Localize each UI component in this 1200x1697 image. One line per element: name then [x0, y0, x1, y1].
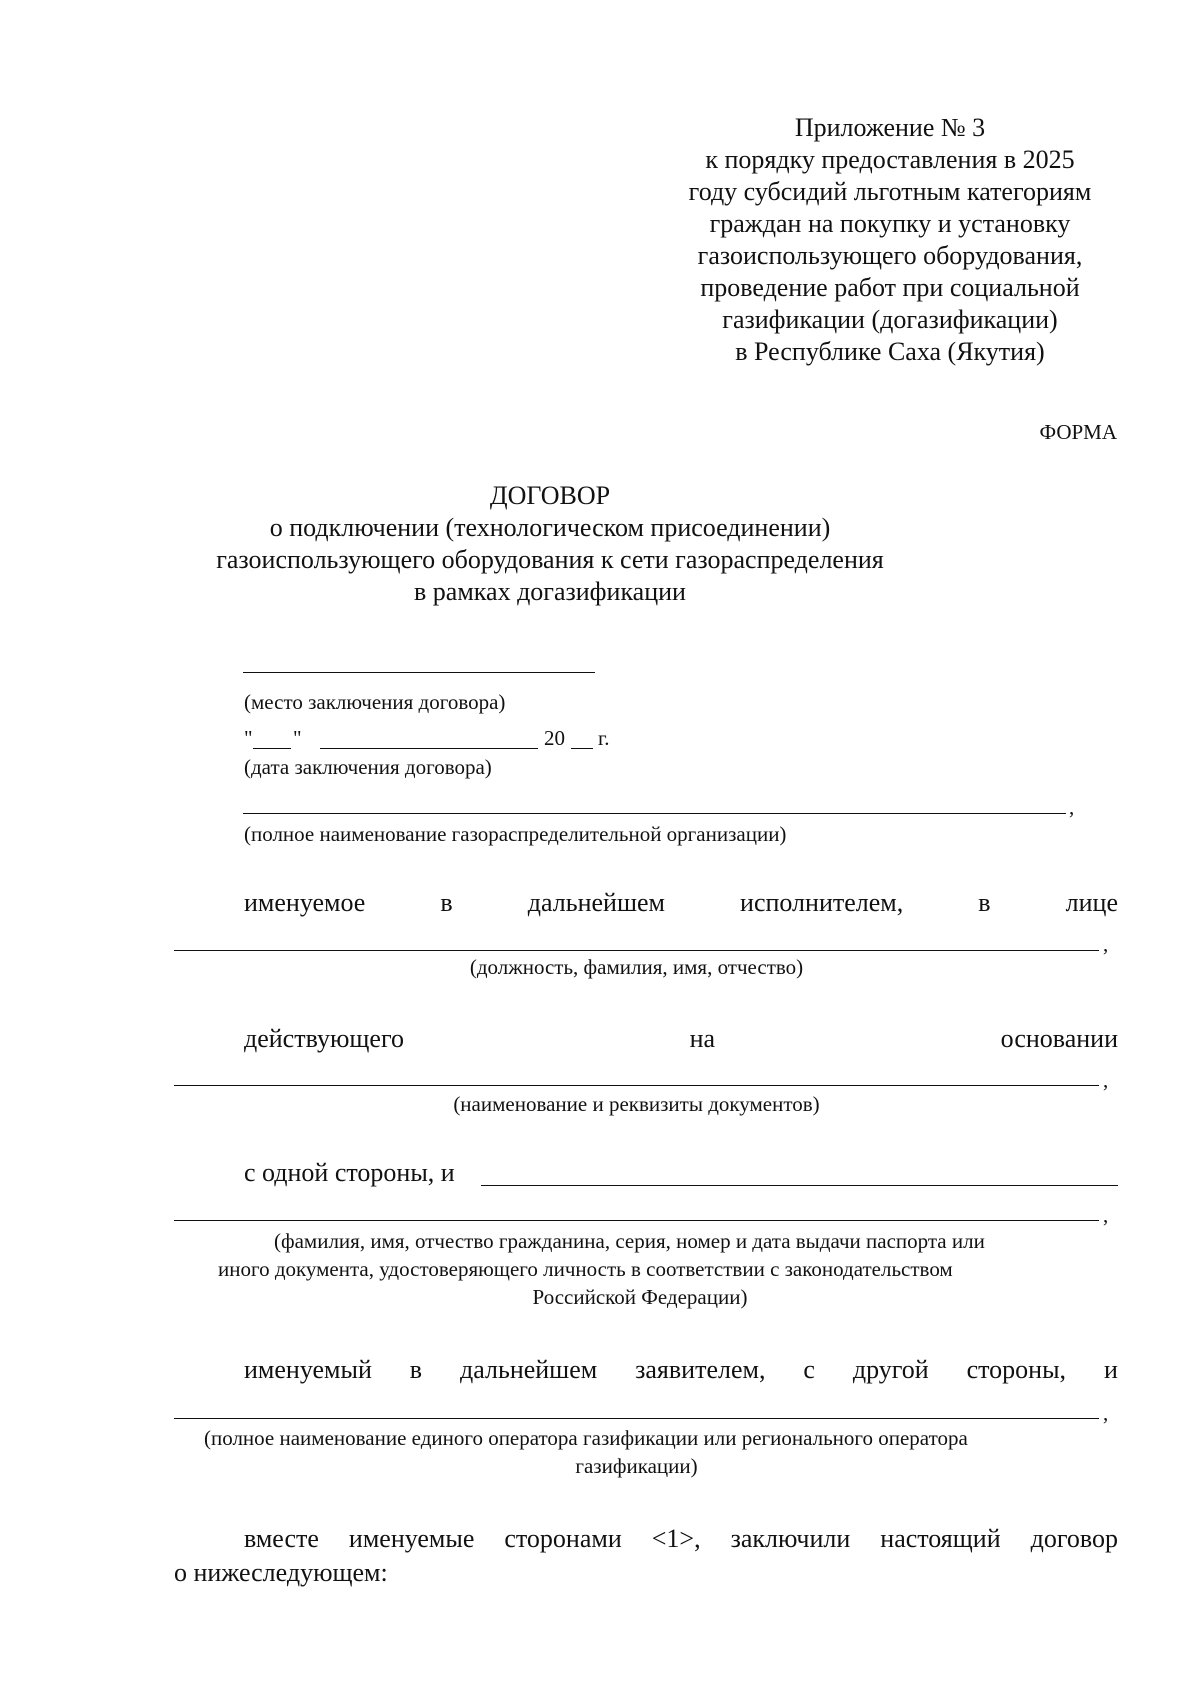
date-day-field[interactable]: [253, 748, 291, 749]
place-field[interactable]: [243, 672, 595, 673]
appendix-line: Приложение № 3: [794, 113, 986, 142]
title-line: о подключении (технологическом присоединении): [269, 513, 831, 542]
operator-caption-line: (полное наименование единого оператора газификации или регионального оператора: [204, 1426, 968, 1450]
closing-word: договор: [1030, 1524, 1118, 1553]
basis-word: основании: [1000, 1024, 1118, 1053]
operator-word: дальнейшем: [459, 1355, 598, 1384]
executor-comma: ,: [1103, 932, 1109, 956]
document-title: [200, 480, 900, 608]
appendix-line: году субсидий льготным категориям: [688, 177, 1092, 206]
operator-word: именуемый: [244, 1355, 372, 1384]
closing-word: настоящий: [880, 1524, 1001, 1553]
executor-word: лице: [1065, 888, 1118, 917]
date-year-suffix: г.: [598, 726, 610, 750]
closing-word: именуемые: [348, 1524, 475, 1553]
place-caption: (место заключения договора): [244, 690, 506, 714]
closing-word: сторонами: [504, 1524, 622, 1553]
appendix-line: граждан на покупку и установку: [709, 209, 1071, 238]
basis-comma: ,: [1103, 1068, 1109, 1092]
applicant-lead: с одной стороны, и: [244, 1158, 455, 1187]
closing-word: вместе: [244, 1524, 319, 1553]
applicant-caption-line: иного документа, удостоверяющего личность в соответствии с законодательством: [218, 1257, 953, 1281]
date-month-field[interactable]: [320, 748, 538, 749]
title-line: газоиспользующего оборудования к сети газораспределения: [216, 545, 884, 574]
applicant-name-field-2[interactable]: [174, 1220, 1099, 1221]
title-line: в рамках догазификации: [414, 577, 686, 606]
form-label: ФОРМА: [1039, 420, 1117, 444]
operator-word: в: [409, 1355, 423, 1384]
applicant-comma: ,: [1103, 1203, 1109, 1227]
appendix-header: [640, 112, 1140, 368]
basis-word: на: [689, 1024, 716, 1053]
appendix-line: в Республике Саха (Якутия): [735, 337, 1045, 366]
applicant-name-field-1[interactable]: [481, 1185, 1118, 1186]
basis-documents-field[interactable]: [174, 1085, 1099, 1086]
org-name-field[interactable]: [243, 813, 1066, 814]
operator-word: с: [803, 1355, 815, 1384]
appendix-line: проведение работ при социальной: [700, 273, 1080, 302]
date-caption: (дата заключения договора): [244, 755, 492, 779]
operator-name-field[interactable]: [174, 1418, 1099, 1419]
executor-caption: (должность, фамилия, имя, отчество): [469, 955, 804, 979]
operator-word: заявителем,: [635, 1355, 766, 1384]
executor-word: дальнейшем: [527, 888, 665, 917]
closing-text: [244, 1523, 1118, 1555]
operator-word: стороны,: [966, 1355, 1067, 1384]
appendix-line: газификации (догазификации): [722, 305, 1058, 334]
closing-word: <1>,: [651, 1524, 701, 1553]
applicant-caption-line: Российской Федерации): [532, 1285, 748, 1309]
appendix-line: газоиспользующего оборудования,: [697, 241, 1083, 270]
executor-word: именуемое: [244, 888, 366, 917]
applicant-caption-line: (фамилия, имя, отчество гражданина, серия, номер и дата выдачи паспорта или: [274, 1229, 985, 1253]
executor-word: исполнителем,: [740, 888, 904, 917]
operator-word: другой: [852, 1355, 929, 1384]
operator-text: [244, 1354, 1118, 1386]
executor-word: в: [440, 888, 453, 917]
date-close-quote: ": [293, 726, 302, 750]
basis-text: [244, 1023, 1118, 1055]
date-year-field[interactable]: [571, 748, 593, 749]
date-open-quote: ": [244, 726, 253, 750]
operator-caption-line: газификации): [575, 1454, 698, 1478]
operator-word: и: [1103, 1355, 1118, 1384]
operator-caption: [174, 1424, 1099, 1480]
applicant-caption: [200, 1227, 1120, 1311]
executor-word: в: [978, 888, 991, 917]
appendix-line: к порядку предоставления в 2025: [705, 145, 1075, 174]
org-comma: ,: [1069, 795, 1075, 819]
date-year-prefix: 20: [544, 726, 565, 750]
title-heading: ДОГОВОР: [489, 481, 611, 510]
basis-word: действующего: [244, 1024, 404, 1053]
operator-comma: ,: [1103, 1401, 1109, 1425]
executor-text: [244, 887, 1118, 919]
closing-line-2: о нижеследующем:: [174, 1558, 388, 1587]
basis-caption: (наименование и реквизиты документов): [453, 1092, 820, 1116]
closing-word: заключили: [730, 1524, 851, 1553]
org-caption: (полное наименование газораспределительной организации): [244, 822, 787, 846]
executor-person-field[interactable]: [174, 950, 1099, 951]
